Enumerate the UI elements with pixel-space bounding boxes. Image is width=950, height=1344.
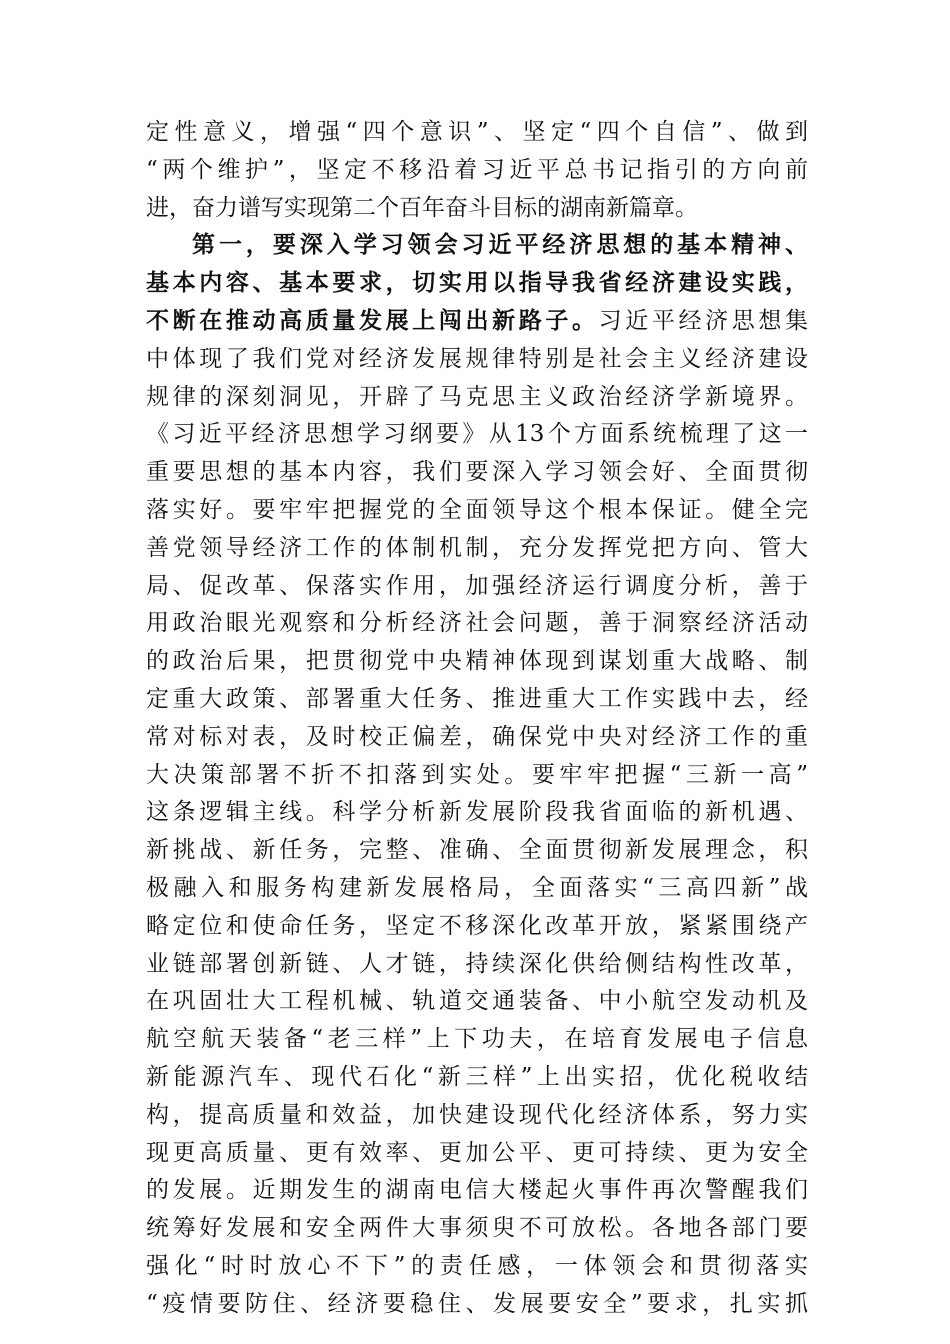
text-line: 统筹好发展和安全两件大事须臾不可放松。各地各部门要 [146,1215,808,1242]
text-line: 极融入和服务构建新发展格局，全面落实“三高四新”战 [146,874,808,901]
text-line: 重要思想的基本内容，我们要深入学习领会好、全面贯彻 [146,459,808,486]
text-line: 新能源汽车、现代石化“新三样”上出实招，优化税收结 [146,1063,808,1090]
text-line: 局、促改革、保落实作用，加强经济运行调度分析，善于 [146,572,808,599]
section-heading-line: 基本内容、基本要求，切实用以指导我省经济建设实践， [146,270,808,297]
text-line: 规律的深刻洞见，开辟了马克思主义政治经济学新境界。 [146,383,808,410]
text-line: 这条逻辑主线。科学分析新发展阶段我省面临的新机遇、 [146,799,808,826]
body-text [146,114,808,1324]
text-line: 善党领导经济工作的体制机制，充分发挥党把方向、管大 [146,534,808,561]
text-line: 常对标对表，及时校正偏差，确保党中央对经济工作的重 [146,723,808,750]
text-line: 在巩固壮大工程机械、轨道交通装备、中小航空发动机及 [146,988,808,1015]
text-line: 中体现了我们党对经济发展规律特别是社会主义经济建设 [146,345,808,372]
text-line: 落实好。要牢牢把握党的全面领导这个根本保证。健全完 [146,496,808,523]
text-line-rest: 习近平经济思想集 [598,307,808,334]
text-line: 强化“时时放心不下”的责任感，一体领会和贯彻落实 [146,1252,808,1279]
text-line: “疫情要防住、经济要稳住、发展要安全”要求，扎实抓 [146,1290,808,1317]
text-line: 用政治眼光观察和分析经济社会问题，善于洞察经济活动 [146,610,808,637]
text-line: 的政治后果，把贯彻党中央精神体现到谋划重大战略、制 [146,648,808,675]
text-line: 航空航天装备“老三样”上下功夫，在培育发展电子信息 [146,1026,808,1053]
text-line: 略定位和使命任务，坚定不移深化改革开放，紧紧围绕产 [146,912,808,939]
text-line [146,303,808,341]
section-heading-line: 第一，要深入学习领会习近平经济思想的基本精神、 [192,232,808,259]
text-line: 《习近平经济思想学习纲要》从13个方面系统梳理了这一 [146,421,808,448]
text-line: 业链部署创新链、人才链，持续深化供给侧结构性改革， [146,950,808,977]
text-line: 定重大政策、部署重大任务、推进重大工作实践中去，经 [146,685,808,712]
text-line: 构，提高质量和效益，加快建设现代化经济体系，努力实 [146,1101,808,1128]
text-line: 大决策部署不折不扣落到实处。要牢牢把握“三新一高” [146,761,808,788]
section-heading-end: 不断在推动高质量发展上闯出新路子。 [146,307,599,334]
text-line: “两个维护”，坚定不移沿着习近平总书记指引的方向前 [146,156,808,183]
text-line: 现更高质量、更有效率、更加公平、更可持续、更为安全 [146,1139,808,1166]
text-line: 进，奋力谱写实现第二个百年奋斗目标的湖南新篇章。 [146,194,698,221]
text-line: 新挑战、新任务，完整、准确、全面贯彻新发展理念，积 [146,837,808,864]
text-line: 的发展。近期发生的湖南电信大楼起火事件再次警醒我们 [146,1177,808,1204]
text-line: 定性意义，增强“四个意识”、坚定“四个自信”、做到 [146,119,808,145]
